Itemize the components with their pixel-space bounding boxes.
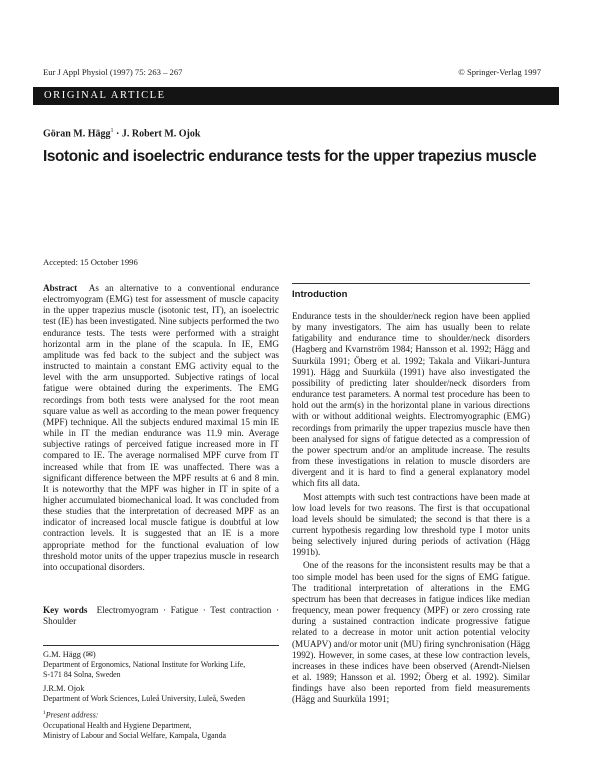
introduction-heading: Introduction (292, 289, 348, 300)
present-address-2: Ministry of Labour and Social Welfare, Kampala, Uganda (43, 731, 227, 741)
intro-paragraph-3: One of the reasons for the inconsistent results may be that a too simple model has been used for the signs of EMG fatigue. The traditional interpretation of alterations in the EMG spectrum has been that decreases in fatigue indices like median frequency, mean power frequency (MPF) or zero crossing rate during a sustained contraction indicate progressive fatigue related to a decrease in motor unit action potential velocity (MUAPV) and/or motor unit (MU) firing synchronisation (Hägg 1992). However, in some cases, at these low contraction levels, increases in these indices have been observed (Arendt-Nielsen et al. 1989; Hansson et al. 1992; Öberg et al. 1992). Similar findings have also been reported from field measurements (Hägg and Suurküla 1991; (292, 560, 530, 705)
accepted-date: Accepted: 15 October 1996 (43, 257, 138, 267)
keywords (43, 605, 279, 627)
author-1-mark: 1 (110, 128, 114, 134)
section-banner (33, 87, 559, 105)
author-1: Göran M. Hägg (43, 128, 111, 140)
affil-dept-1a: Department of Ergonomics, National Institute for Working Life, (43, 660, 246, 670)
present-address-label (43, 708, 283, 721)
affil-name-1: G.M. Hägg (✉) (43, 650, 96, 659)
affiliation-divider (43, 645, 279, 646)
intro-paragraph-2: Most attempts with such test contractions have been made at low load levels for two reasons. The first is that occupational load levels should be simulated; the second is that there is a current hypothesis regarding low threshold type I motor units being selectively injured during periods of activation (Hägg 1991b). (292, 491, 530, 558)
abstract (43, 283, 279, 573)
author-line (43, 128, 200, 139)
present-mark: 1 (43, 710, 46, 717)
paper-title: Isotonic and isoelectric endurance tests for the upper trapezius muscle (43, 148, 537, 165)
affil-dept-1b: S-171 84 Solna, Sweden (43, 670, 121, 680)
keywords-text: Electromyogram · Fatigue · Test contraction · Shoulder (43, 605, 280, 627)
intro-top-rule (292, 283, 530, 284)
present-address-1: Occupational Health and Hygiene Department, (43, 721, 192, 731)
affil-dept-2: Department of Work Sciences, Luleå University, Luleå, Sweden (43, 694, 246, 704)
section-label: ORIGINAL ARTICLE (44, 90, 166, 101)
affil-name-2: J.R.M. Ojok (43, 684, 85, 694)
introduction-body (292, 311, 530, 705)
abstract-label: Abstract (43, 283, 78, 293)
affiliations (43, 650, 283, 741)
keywords-label: Key words (43, 605, 88, 615)
intro-paragraph-1: Endurance tests in the shoulder/neck region have been applied by many investigators. The aim has usually been to relate fatigability and endurance time to shoulder/neck disorders (Hagberg and Kvarnström 1984; Hansson et al. 1992; Hägg and Suurküla 1991; Öberg et al. 1992; Takala and Viikari-Juntura 1991). Hägg and Suurküla (1991) have also investigated the possibility of predicting later shoulder/neck disorders from endurance test parameters. A normal test procedure has been to hold out the arm(s) in the horizontal plane in various directions with or without additional weights. Electromyographic (EMG) recordings from primarily the upper trapezius muscle have then been analysed for signs of fatigue detected as a compression of the power spectrum and/or an amplitude increase. The results from these investigations in relation to muscle disorders are divergent and it is hard to find a general explanatory model which fits all data. (292, 311, 530, 489)
author-separator: · (113, 128, 122, 140)
journal-citation: Eur J Appl Physiol (1997) 75: 263 – 267 (43, 67, 183, 77)
present-label: Present address: (45, 711, 99, 721)
copyright-notice: © Springer-Verlag 1997 (458, 67, 541, 77)
author-2: J. Robert M. Ojok (121, 128, 201, 140)
abstract-text: As an alternative to a conventional endurance electromyogram (EMG) test for assessment of muscle capacity in the upper trapezius muscle (isotonic test, IT), an isoelectric test (IE) has been investigated. Nine subjects performed the two endurance tests. The tests were performed with a straight horizontal arm in the plane of the scapula. In IE, EMG amplitude was fed back to the subject and the subject was instructed to maintain a constant EMG activity equal to the level with the arm unsupported. Subjective ratings of local fatigue were obtained during the experiments. The EMG recordings from both tests were analysed for the root mean square value as well as according to the mean power frequency (MPF) technique. All the subjects endured maximal 15 min IE while in IT the median endurance was 11.9 min. Average subjective ratings of perceived fatigue increased more in IT compared to IE. The average normalised MPF curve from IT increased while that from IE was unaffected. There was a significant difference between the MPF results at 6 and 8 min. It is noteworthy that the MPF was higher in IT in spite of a higher accumulated biomechanical load. It was concluded from these studies that the interpretation of decreased MPF as an indicator of increased local muscle fatigue is doubtful at low contraction levels. It is suggested that an IE is a more appropriate method for the functional evaluation of low threshold motor units of the upper trapezius muscle in research into occupational disorders. (43, 283, 280, 572)
